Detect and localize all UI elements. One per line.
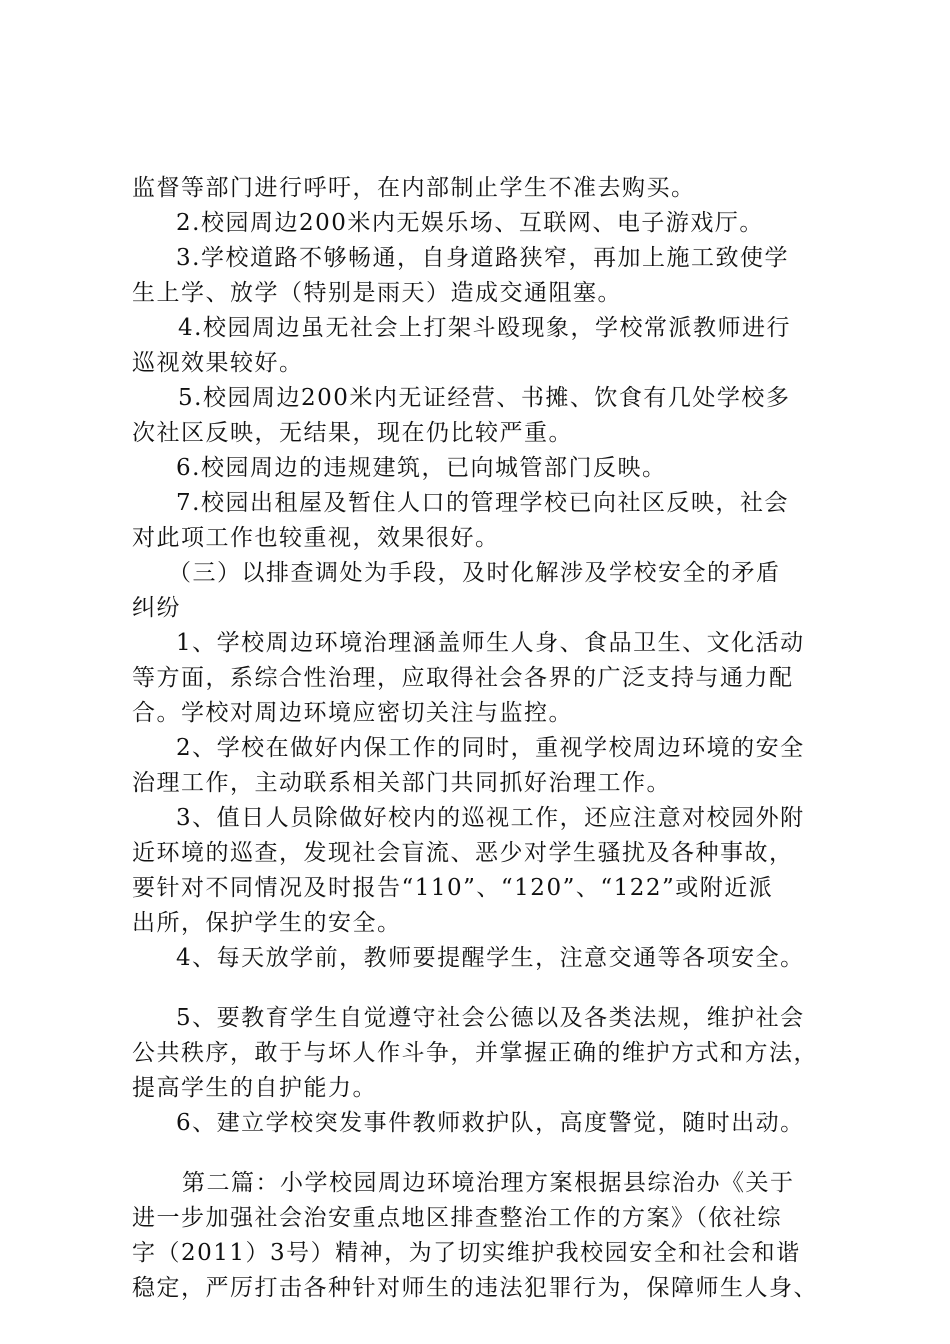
text-line: 公共秩序，敢于与坏人作斗争，并掌握正确的维护方式和方法，: [132, 1040, 818, 1066]
text-line: 近环境的巡查，发现社会盲流、恶少对学生骚扰及各种事故，: [132, 840, 794, 866]
text-line: 5.校园周边200米内无证经营、书摊、饮食有几处学校多: [178, 385, 791, 411]
text-line: 次社区反映，无结果，现在仍比较严重。: [132, 420, 573, 446]
text-line: 生上学、放学（特别是雨天）造成交通阻塞。: [132, 280, 622, 306]
text-line: 6.校园周边的违规建筑，已向城管部门反映。: [176, 455, 667, 481]
text-line: 要针对不同情况及时报告“110”、“120”、“122”或附近派: [132, 875, 774, 901]
text-line: 纠纷: [132, 595, 181, 621]
text-line: 合。学校对周边环境应密切关注与监控。: [132, 700, 573, 726]
text-line: 2、学校在做好内保工作的同时，重视学校周边环境的安全: [176, 735, 805, 761]
text-line: 3、值日人员除做好校内的巡视工作，还应注意对校园外附: [176, 805, 805, 831]
text-line: 第二篇：小学校园周边环境治理方案根据县综治办《关于: [182, 1170, 795, 1196]
text-line: 出所，保护学生的安全。: [132, 910, 402, 936]
text-line: 4、每天放学前，教师要提醒学生，注意交通等各项安全。: [176, 945, 805, 971]
text-line: 治理工作，主动联系相关部门共同抓好治理工作。: [132, 770, 671, 796]
text-line: 4.校园周边虽无社会上打架斗殴现象，学校常派教师进行: [178, 315, 791, 341]
text-line: 5、要教育学生自觉遵守社会公德以及各类法规，维护社会: [176, 1005, 805, 1031]
section-heading: （三）以排查调处为手段，及时化解涉及学校安全的矛盾: [168, 560, 781, 586]
text-line: 6、建立学校突发事件教师救护队，高度警觉，随时出动。: [176, 1110, 805, 1136]
text-line: 7.校园出租屋及暂住人口的管理学校已向社区反映，社会: [176, 490, 789, 516]
text-line: 进一步加强社会治安重点地区排查整治工作的方案》（依社综: [132, 1205, 782, 1231]
text-line: 对此项工作也较重视，效果很好。: [132, 525, 500, 551]
text-line: 3.学校道路不够畅通，自身道路狭窄，再加上施工致使学: [176, 245, 789, 271]
text-line: 监督等部门进行呼吁，在内部制止学生不准去购买。: [132, 175, 696, 201]
text-line: 字（2011）3号）精神，为了切实维护我校园安全和社会和谐: [132, 1240, 801, 1266]
text-line: 巡视效果较好。: [132, 350, 304, 376]
text-line: 提高学生的自护能力。: [132, 1075, 377, 1101]
text-line: 1、学校周边环境治理涵盖师生人身、食品卫生、文化活动: [176, 630, 805, 656]
text-line: 2.校园周边200米内无娱乐场、互联网、电子游戏厅。: [176, 210, 764, 236]
text-line: 等方面，系综合性治理，应取得社会各界的广泛支持与通力配: [132, 665, 794, 691]
text-line: 稳定，严厉打击各种针对师生的违法犯罪行为，保障师生人身、: [132, 1275, 818, 1301]
